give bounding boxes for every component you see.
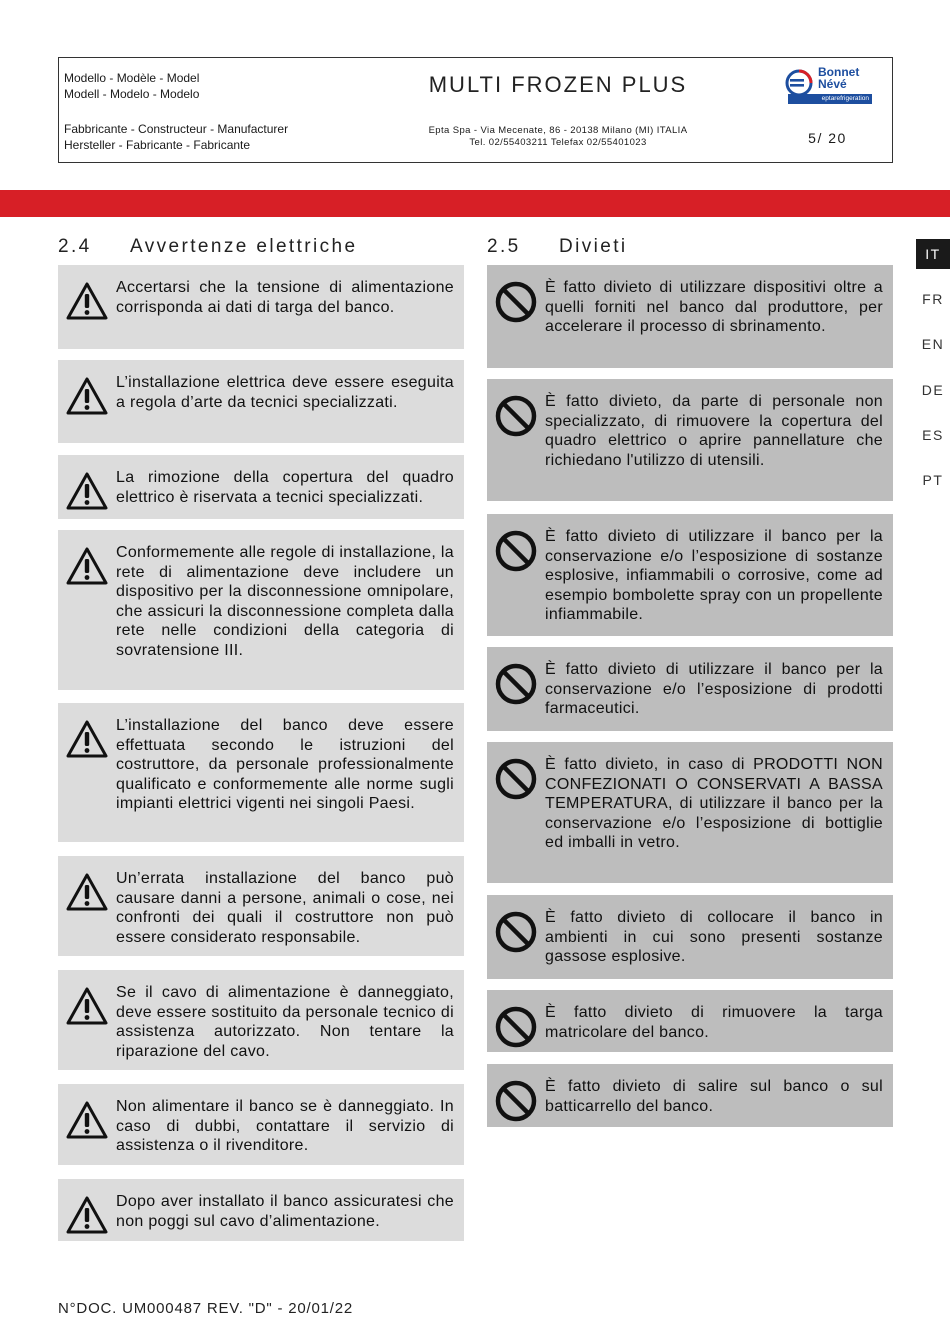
- prohibition-icon: [495, 1006, 537, 1046]
- warning-triangle-icon: [66, 1195, 108, 1235]
- warning-text: Un’errata installazione del banco può causare danni a persone, animali o cose, nei confronti dei quali il costruttore non può essere considerato responsabile.: [116, 870, 454, 946]
- prohibition-text: È fatto divieto, da parte di personale non specializzato, di rimuovere la copertura del quadro elettrico o aprire pannellature che richiedano l'utilizzo di utensili.: [545, 393, 883, 469]
- prohibition-item: [487, 265, 893, 368]
- prohibition-text: È fatto divieto, in caso di PRODOTTI NON CONFEZIONATI O CONSERVATI A BASSA TEMPERATURA, di utilizzare il banco per la conservazione e/o l’esposizione di bottiglie ed imballi in vetro.: [545, 756, 883, 851]
- language-tab-es[interactable]: ES: [922, 427, 944, 443]
- prohibition-icon: [495, 281, 537, 321]
- warning-item: [58, 530, 464, 690]
- warning-item: [58, 1179, 464, 1241]
- model-label: [59, 58, 354, 112]
- warning-item: [58, 455, 464, 519]
- warning-text: L’installazione elettrica deve essere eseguita a regola d’arte da tecnici specializzati.: [116, 374, 454, 411]
- model-label-line-1: Modello - Modèle - Model: [64, 71, 200, 85]
- warning-triangle-icon: [66, 281, 108, 321]
- warning-triangle-icon: [66, 986, 108, 1026]
- prohibition-icon: [495, 395, 537, 435]
- warning-text: Accertarsi che la tensione di alimentazione corrisponda ai dati di targa del banco.: [116, 279, 454, 316]
- prohibition-icon: [495, 663, 537, 703]
- red-divider-bar: [0, 190, 950, 217]
- language-tab-en[interactable]: EN: [921, 336, 945, 352]
- logo-tagline: eptarefrigeration: [788, 94, 872, 104]
- language-tab-pt[interactable]: PT: [922, 472, 944, 488]
- warning-triangle-icon: [66, 376, 108, 416]
- prohibition-item: [487, 514, 893, 636]
- prohibition-item: [487, 742, 893, 883]
- warning-item: [58, 265, 464, 349]
- product-title: MULTI FROZEN PLUS: [428, 72, 688, 97]
- language-tab-de[interactable]: DE: [921, 382, 945, 398]
- warning-item: [58, 360, 464, 443]
- warning-item: [58, 856, 464, 956]
- manufacturer-label-line-2: Hersteller - Fabricante - Fabricante: [64, 138, 251, 152]
- page-number: 5/ 20: [808, 129, 847, 146]
- warning-text: Se il cavo di alimentazione è danneggiato, deve essere sostituito da personale tecnico di assistenza autorizzato. Non tentare la riparazione del cavo.: [116, 984, 454, 1060]
- warning-triangle-icon: [66, 1100, 108, 1140]
- prohibition-text: È fatto divieto di rimuovere la targa matricolare del banco.: [545, 1004, 883, 1041]
- section-title: Avvertenze elettriche: [130, 236, 358, 257]
- warning-triangle-icon: [66, 546, 108, 586]
- warning-item: [58, 703, 464, 842]
- warning-text: Dopo aver installato il banco assicuratesi che non poggi sul cavo d’alimentazione.: [116, 1193, 454, 1230]
- manufacturer-address-line-1: Epta Spa - Via Mecenate, 86 - 20138 Milano (MI) ITALIA: [428, 125, 688, 136]
- prohibition-item: [487, 379, 893, 501]
- prohibition-icon: [495, 758, 537, 798]
- section-number: 2.5: [487, 236, 521, 257]
- logo-text-neve: Névé: [818, 77, 847, 91]
- prohibition-icon: [495, 1080, 537, 1120]
- manufacturer-address: [354, 112, 762, 163]
- prohibition-item: [487, 1064, 893, 1127]
- manufacturer-address-line-2: Tel. 02/55403211 Telefax 02/55401023: [469, 137, 647, 148]
- brand-logo: [762, 58, 893, 112]
- logo-text-bonnet: Bonnet: [818, 65, 860, 79]
- prohibition-text: È fatto divieto di utilizzare dispositivi oltre a quelli forniti nel banco dal produttore, per accelerare il processo di sbrinamento.: [545, 279, 883, 335]
- warning-item: [58, 970, 464, 1070]
- warning-text: Conformemente alle regole di installazione, la rete di alimentazione deve includere un dispositivo per la disconnessione omnipolare, che assicuri la disconnessione completa dalla rete nelle condizioni della categoria di sovratensione III.: [116, 544, 454, 659]
- model-label-line-2: Modell - Modelo - Modelo: [64, 87, 200, 101]
- warning-text: L’installazione del banco deve essere effettuata secondo le istruzioni del costruttore, da personale professionalmente qualificato e conformemente alle norme sugli impianti elettrici vigenti nei singoli Paesi.: [116, 717, 454, 812]
- prohibition-item: [487, 895, 893, 979]
- manufacturer-label: [59, 112, 354, 163]
- language-tab-it[interactable]: IT: [916, 239, 950, 269]
- language-tab-fr[interactable]: FR: [922, 291, 944, 307]
- prohibition-text: È fatto divieto di collocare il banco in ambienti in cui sono presenti sostanze gassose esplosive.: [545, 909, 883, 965]
- prohibition-text: È fatto divieto di utilizzare il banco per la conservazione e/o l’esposizione di sostanze esplosive, infiammabili o corrosive, come ad esempio bombolette spray con un propellente infiammabile.: [545, 528, 883, 623]
- prohibition-text: È fatto divieto di utilizzare il banco per la conservazione e/o l’esposizione di prodotti farmaceutici.: [545, 661, 883, 717]
- document-number: N°DOC. UM000487 REV. "D" - 20/01/22: [58, 1300, 354, 1317]
- warning-triangle-icon: [66, 471, 108, 511]
- section-title: Divieti: [559, 236, 628, 257]
- warning-item: [58, 1084, 464, 1165]
- prohibition-item: [487, 990, 893, 1052]
- document-header: [58, 57, 893, 163]
- warning-triangle-icon: [66, 719, 108, 759]
- manufacturer-label-line-1: Fabbricante - Constructeur - Manufacturer: [64, 122, 289, 136]
- prohibition-item: [487, 647, 893, 731]
- warning-triangle-icon: [66, 872, 108, 912]
- section-number: 2.4: [58, 236, 92, 257]
- warning-text: Non alimentare il banco se è danneggiato. In caso di dubbi, contattare il servizio di assistenza o il rivenditore.: [116, 1098, 454, 1154]
- warning-text: La rimozione della copertura del quadro elettrico è riservata a tecnici specializzati.: [116, 469, 454, 506]
- prohibition-icon: [495, 530, 537, 570]
- prohibition-icon: [495, 911, 537, 951]
- prohibition-text: È fatto divieto di salire sul banco o sul batticarrello del banco.: [545, 1078, 883, 1115]
